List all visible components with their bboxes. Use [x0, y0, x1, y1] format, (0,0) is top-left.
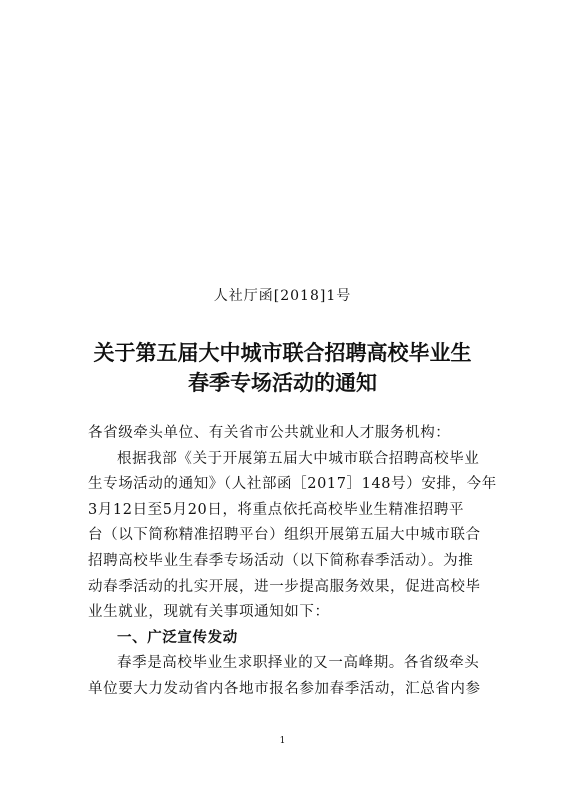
title-line-1: 关于第五届大中城市联合招聘高校毕业生	[93, 340, 472, 365]
paragraph-line: 动春季活动的扎实开展，进一步提高服务效果，促进高校毕	[88, 578, 481, 595]
paragraph-line: 业生就业，现就有关事项通知如下：	[88, 604, 330, 621]
paragraph-line: 招聘高校毕业生春季专场活动（以下简称春季活动）。为推	[88, 552, 474, 569]
section-heading-1: 一、广泛宣传发动	[117, 629, 238, 646]
paragraph-line: 生专场活动的通知》（人社部函［2017］148号）安排，今年	[88, 476, 497, 493]
document-body	[88, 421, 497, 703]
salutation: 各省级牵头单位、有关省市公共就业和人才服务机构：	[88, 425, 451, 441]
paragraph-line: 根据我部《关于开展第五届大中城市联合招聘高校毕业	[117, 450, 480, 467]
paragraph-1	[88, 447, 497, 626]
page-number: 1	[279, 736, 286, 746]
document-title	[60, 338, 505, 398]
paragraph-line: 3月12日至5月20日，将重点依托高校毕业生精准招聘平	[88, 501, 465, 518]
paragraph-line: 台（以下简称精准招聘平台）组织开展第五届大中城市联合	[88, 527, 481, 544]
paragraph-line: 单位要大力发动省内各地市报名参加春季活动，汇总省内参	[88, 680, 481, 697]
paragraph-line: 春季是高校毕业生求职择业的又一高峰期。各省级牵头	[117, 655, 480, 672]
title-line-2: 春季专场活动的通知	[188, 370, 377, 395]
paragraph-2	[88, 651, 488, 702]
document-number: 人社厅函[2018]1号	[213, 288, 352, 304]
